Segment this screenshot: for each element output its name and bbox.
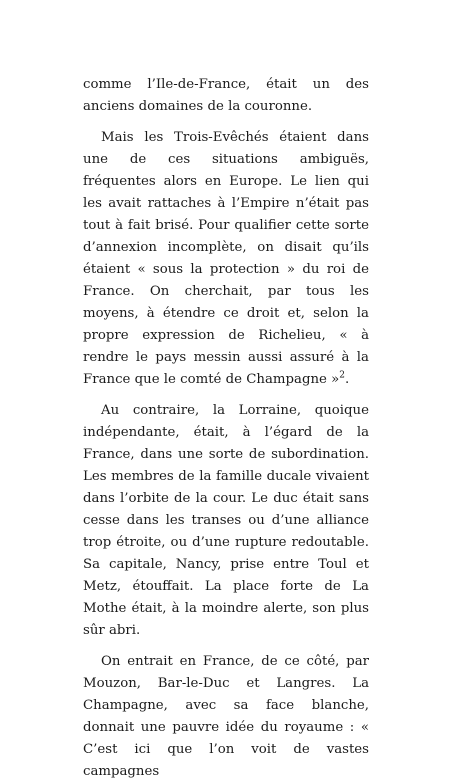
page-body-text xyxy=(83,74,369,783)
paragraph-2-text: Mais les Trois-Evêchés étaient dans une de ces situations ambiguës, fréquentes alors en Europe. Le lien qui les avait rattaches à l’Empire n’était pas tout à fait brisé. Pour qualifier cette sorte d’annexion incomplète, on disait qu’ils étaient « sous la protection » du roi de France. On cherchait, par tous les moyens, à étendre ce droit et, selon la propre expression de Richelieu, « à rendre le pays messin aussi assuré à la France que le comté de Champagne » xyxy=(83,130,369,387)
paragraph-3 xyxy=(83,400,369,642)
paragraph-4-text: On entrait en France, de ce côté, par Mouzon, Bar-le-Duc et Langres. La Champagne, avec sa face blanche, donnait une pauvre idée du royaume : « C’est ici que l’on voit de vastes campagnes xyxy=(83,654,369,779)
paragraph-1-text: comme l’Ile-de-France, était un des anciens domaines de la couronne. xyxy=(83,77,369,114)
footnote-reference[interactable]: 2 xyxy=(339,370,345,381)
paragraph-1 xyxy=(83,74,369,118)
paragraph-2-end: . xyxy=(345,372,350,387)
paragraph-3-text: Au contraire, la Lorraine, quoique indépendante, était, à l’égard de la France, dans une sorte de subordination. Les membres de la famille ducale vivaient dans l’orbite de la cour. Le duc était sans cesse dans les transes ou d’une alliance trop étroite, ou d’une rupture redoutable. Sa capitale, Nancy, prise entre Toul et Metz, étouffait. La place forte de La Mothe était, à la moindre alerte, son plus sûr abri. xyxy=(83,403,369,638)
paragraph-2 xyxy=(83,127,369,391)
paragraph-4 xyxy=(83,651,369,783)
